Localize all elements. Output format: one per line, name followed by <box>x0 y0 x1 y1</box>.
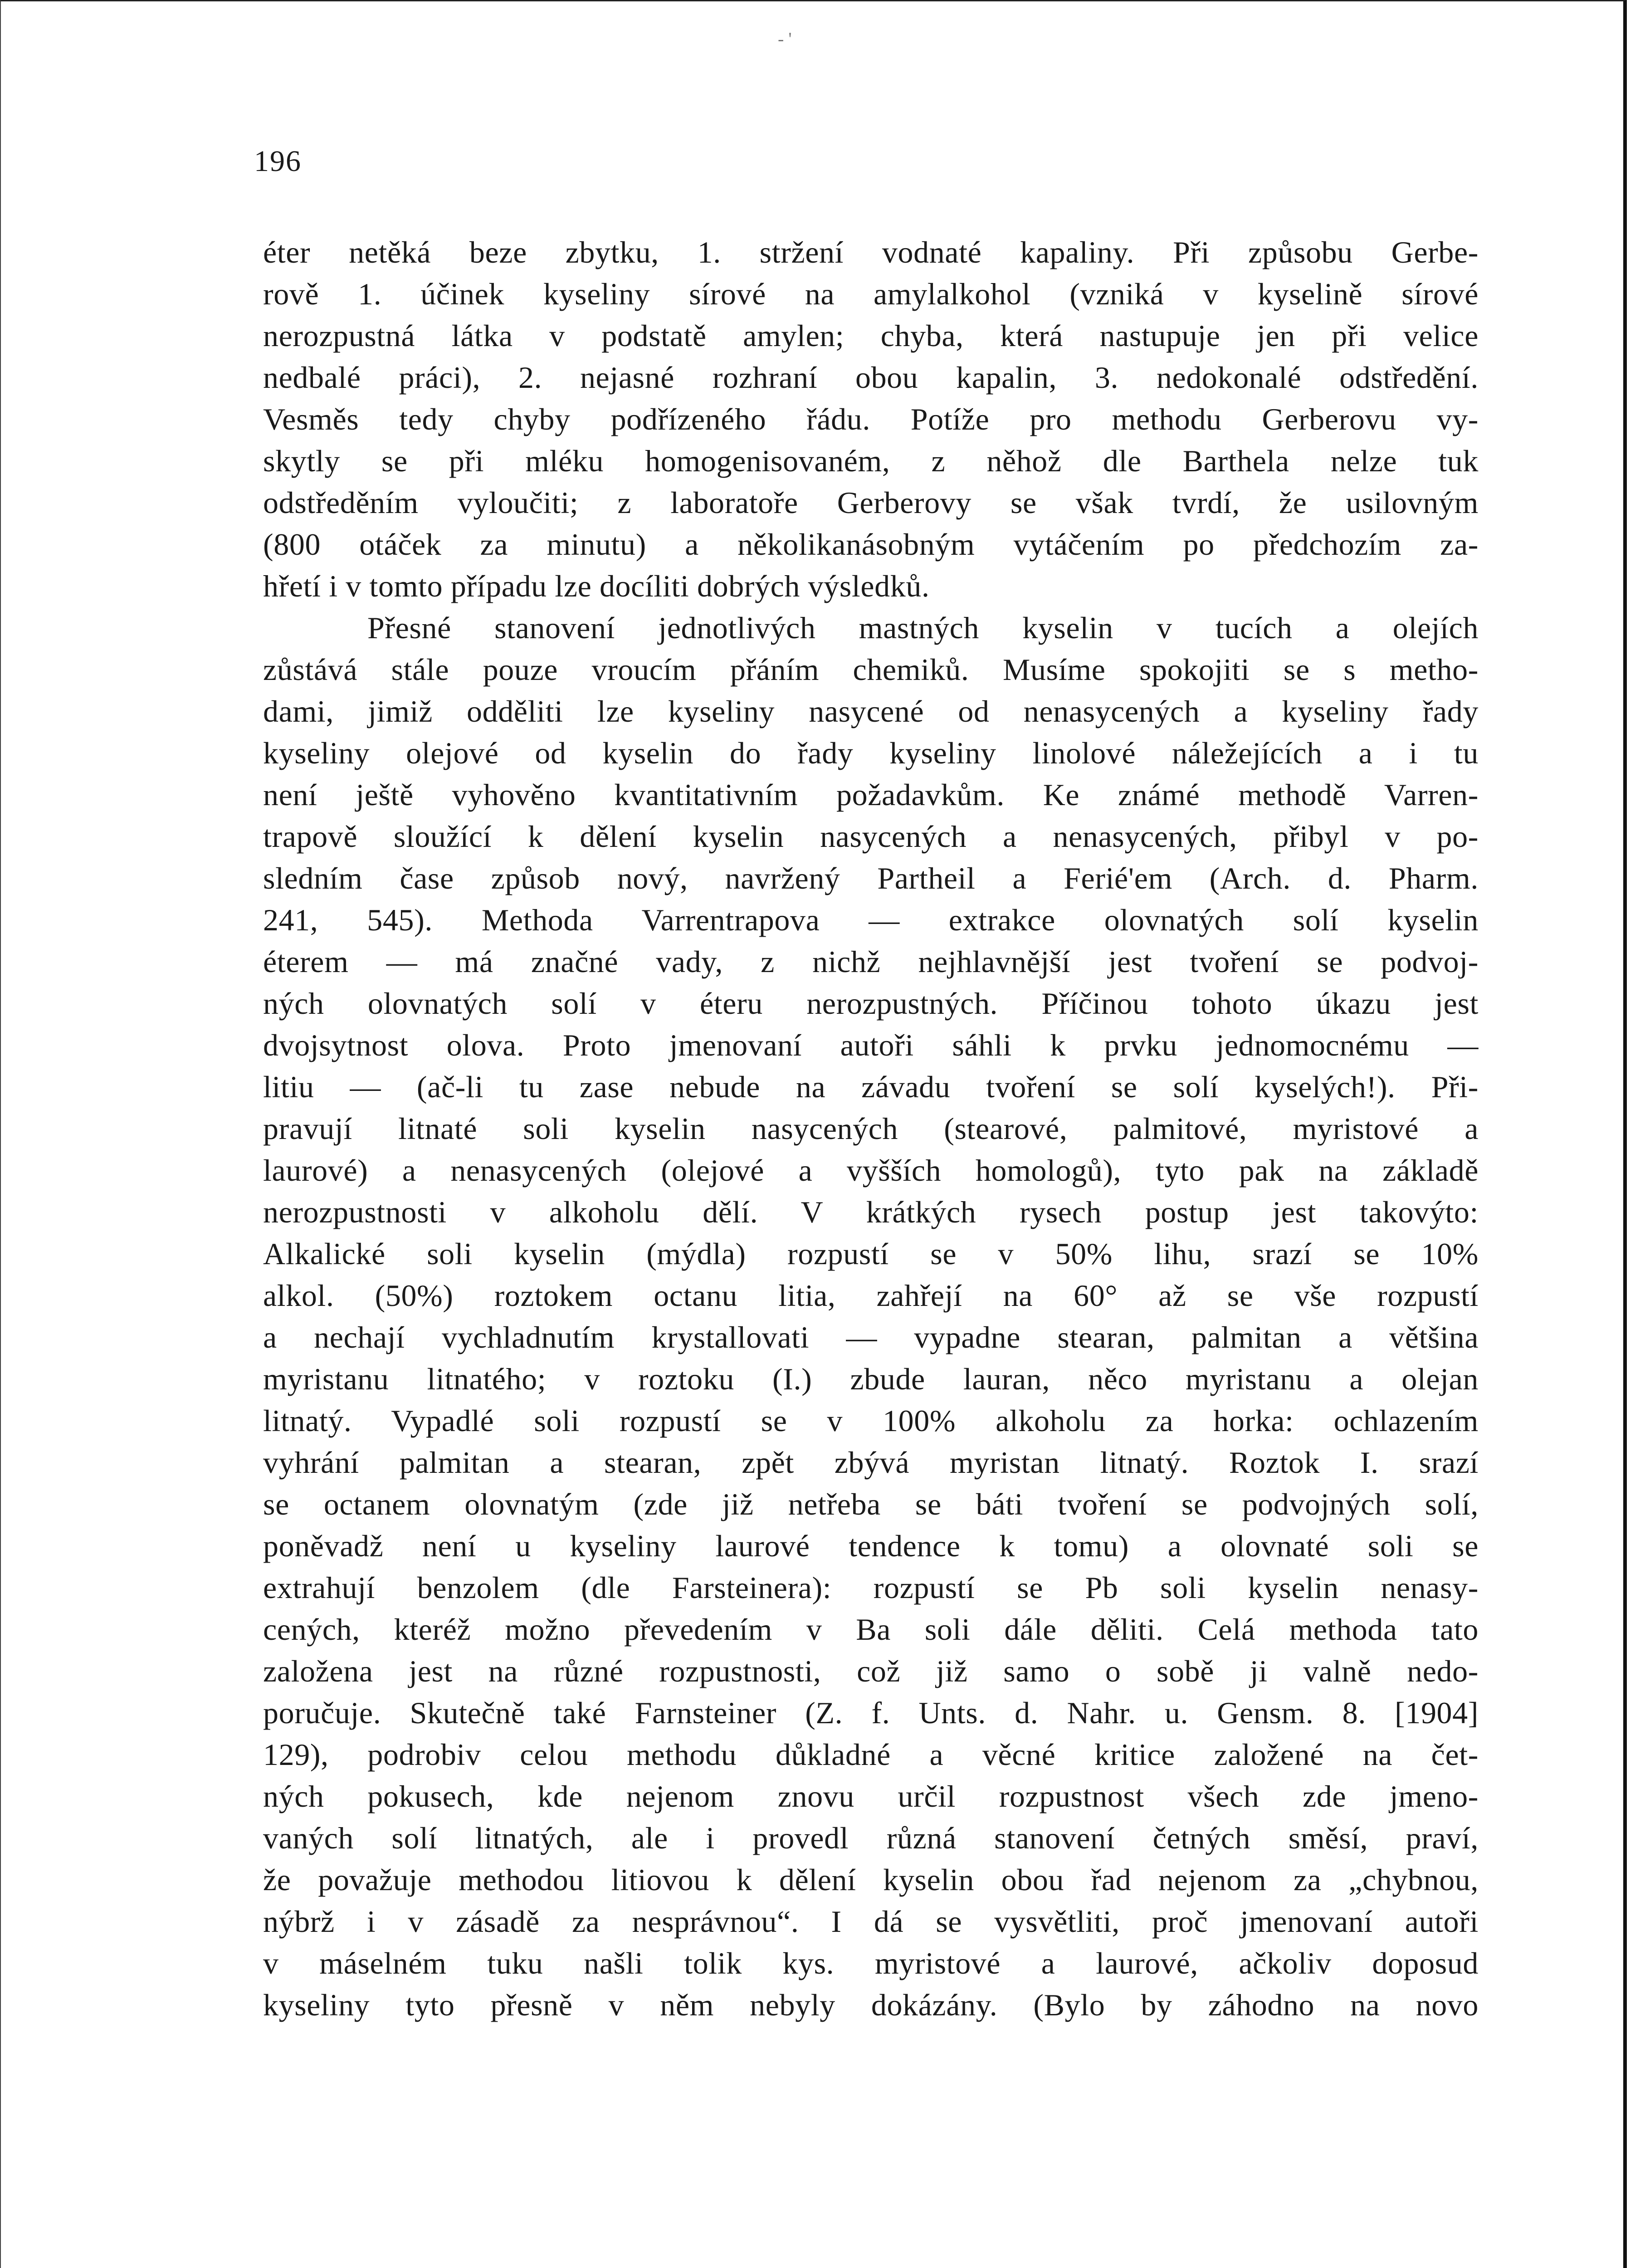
page-number: 196 <box>254 145 302 178</box>
text-line: nýbrž i v zásadě za nesprávnou“. I dá se vysvětliti, proč jmenovaní autoři <box>263 1904 1479 1939</box>
text-line: trapově sloužící k dělení kyselin nasycených a nenasycených, přibyl v po- <box>263 819 1479 854</box>
text-line: a nechají vychladnutím krystallovati — vypadne stearan, palmitan a většina <box>263 1320 1479 1354</box>
text-line: (800 otáček za minutu) a několikanásobným vytáčením po předchozím za- <box>263 527 1479 562</box>
body-text <box>263 231 1479 2026</box>
text-line: odstředěním vyloučiti; z laboratoře Gerberovy se však tvrdí, že usilovným <box>263 485 1479 520</box>
text-line: vyhrání palmitan a stearan, zpět zbývá myristan litnatý. Roztok I. srazí <box>263 1445 1479 1480</box>
text-line: vaných solí litnatých, ale i provedl různá stanovení četných směsí, praví, <box>263 1821 1479 1855</box>
text-line: cených, kteréž možno převedením v Ba soli dále děliti. Celá methoda tato <box>263 1612 1479 1647</box>
text-line: 241, 545). Methoda Varrentrapova — extrakce olovnatých solí kyselin <box>263 903 1479 937</box>
text-line: litiu — (ač-li tu zase nebude na závadu tvoření se solí kyselých!). Při- <box>263 1070 1479 1104</box>
text-line: ných olovnatých solí v éteru nerozpustných. Příčinou tohoto úkazu jest <box>263 986 1479 1021</box>
scan-mark: - ' <box>778 29 792 49</box>
text-line: v máselném tuku našli tolik kys. myristové a laurové, ačkoliv doposud <box>263 1946 1479 1980</box>
text-line: kyseliny tyto přesně v něm nebyly dokázány. (Bylo by záhodno na novo <box>263 1988 1479 2022</box>
text-line: extrahují benzolem (dle Farsteinera): rozpustí se Pb soli kyselin nenasy- <box>263 1570 1479 1605</box>
paragraph-2 <box>263 607 1479 2026</box>
text-line: alkol. (50%) roztokem octanu litia, zahřejí na 60° až se vše rozpustí <box>263 1278 1479 1313</box>
text-line: poněvadž není u kyseliny laurové tendence k tomu) a olovnaté soli se <box>263 1529 1479 1563</box>
text-line: skytly se při mléku homogenisovaném, z něhož dle Barthela nelze tuk <box>263 444 1479 478</box>
text-line: kyseliny olejové od kyselin do řady kyseliny linolové náležejících a i tu <box>263 736 1479 770</box>
text-line: dami, jimiž odděliti lze kyseliny nasycené od nenasycených a kyseliny řady <box>263 694 1479 728</box>
text-line: laurové) a nenasycených (olejové a vyšších homologů), tyto pak na základě <box>263 1153 1479 1188</box>
text-line: zůstává stále pouze vroucím přáním chemiků. Musíme spokojiti se s metho- <box>263 652 1479 687</box>
text-line: nerozpustná látka v podstatě amylen; chyba, která nastupuje jen při velice <box>263 318 1479 353</box>
text-line: nedbalé práci), 2. nejasné rozhraní obou kapalin, 3. nedokonalé odstředění. <box>263 360 1479 395</box>
text-line: hřetí i v tomto případu lze docíliti dobrých výsledků. <box>263 569 930 603</box>
text-line: sledním čase způsob nový, navržený Partheil a Ferié'em (Arch. d. Pharm. <box>263 861 1479 895</box>
text-line: nerozpustnosti v alkoholu dělí. V krátkých rysech postup jest takovýto: <box>263 1195 1479 1229</box>
text-line: pravují litnaté soli kyselin nasycených (stearové, palmitové, myristové a <box>263 1111 1479 1146</box>
text-line: myristanu litnatého; v roztoku (I.) zbude lauran, něco myristanu a olejan <box>263 1362 1479 1396</box>
text-line: se octanem olovnatým (zde již netřeba se báti tvoření se podvojných solí, <box>263 1487 1479 1521</box>
text-line: založena jest na různé rozpustnosti, což již samo o sobě ji valně nedo- <box>263 1654 1479 1688</box>
text-line: Přesné stanovení jednotlivých mastných kyselin v tucích a olejích <box>367 611 1479 645</box>
text-line: že považuje methodou litiovou k dělení kyselin obou řad nejenom za „chybnou, <box>263 1862 1479 1897</box>
text-line: éterem — má značné vady, z nichž nejhlavnější jest tvoření se podvoj- <box>263 944 1479 979</box>
text-line: 129), podrobiv celou methodu důkladné a věcné kritice založené na čet- <box>263 1737 1479 1772</box>
text-line: ných pokusech, kde nejenom znovu určil rozpustnost všech zde jmeno- <box>263 1779 1479 1813</box>
text-line: není ještě vyhověno kvantitativním požadavkům. Ke známé methodě Varren- <box>263 777 1479 812</box>
text-line: éter netěká beze zbytku, 1. stržení vodnaté kapaliny. Při způsobu Gerbe- <box>263 235 1479 269</box>
text-line: Vesměs tedy chyby podřízeného řádu. Potíže pro methodu Gerberovu vy- <box>263 402 1479 436</box>
text-line: litnatý. Vypadlé soli rozpustí se v 100% alkoholu za horka: ochlazením <box>263 1403 1479 1438</box>
text-line: poručuje. Skutečně také Farnsteiner (Z. f. Unts. d. Nahr. u. Gensm. 8. [1904] <box>263 1696 1479 1730</box>
text-line: dvojsytnost olova. Proto jmenovaní autoři sáhli k prvku jednomocnému — <box>263 1028 1479 1062</box>
paragraph-1 <box>263 231 1479 607</box>
text-line: rově 1. účinek kyseliny sírové na amylalkohol (vzniká v kyselině sírové <box>263 277 1479 311</box>
text-line: Alkalické soli kyselin (mýdla) rozpustí se v 50% lihu, srazí se 10% <box>263 1237 1479 1271</box>
